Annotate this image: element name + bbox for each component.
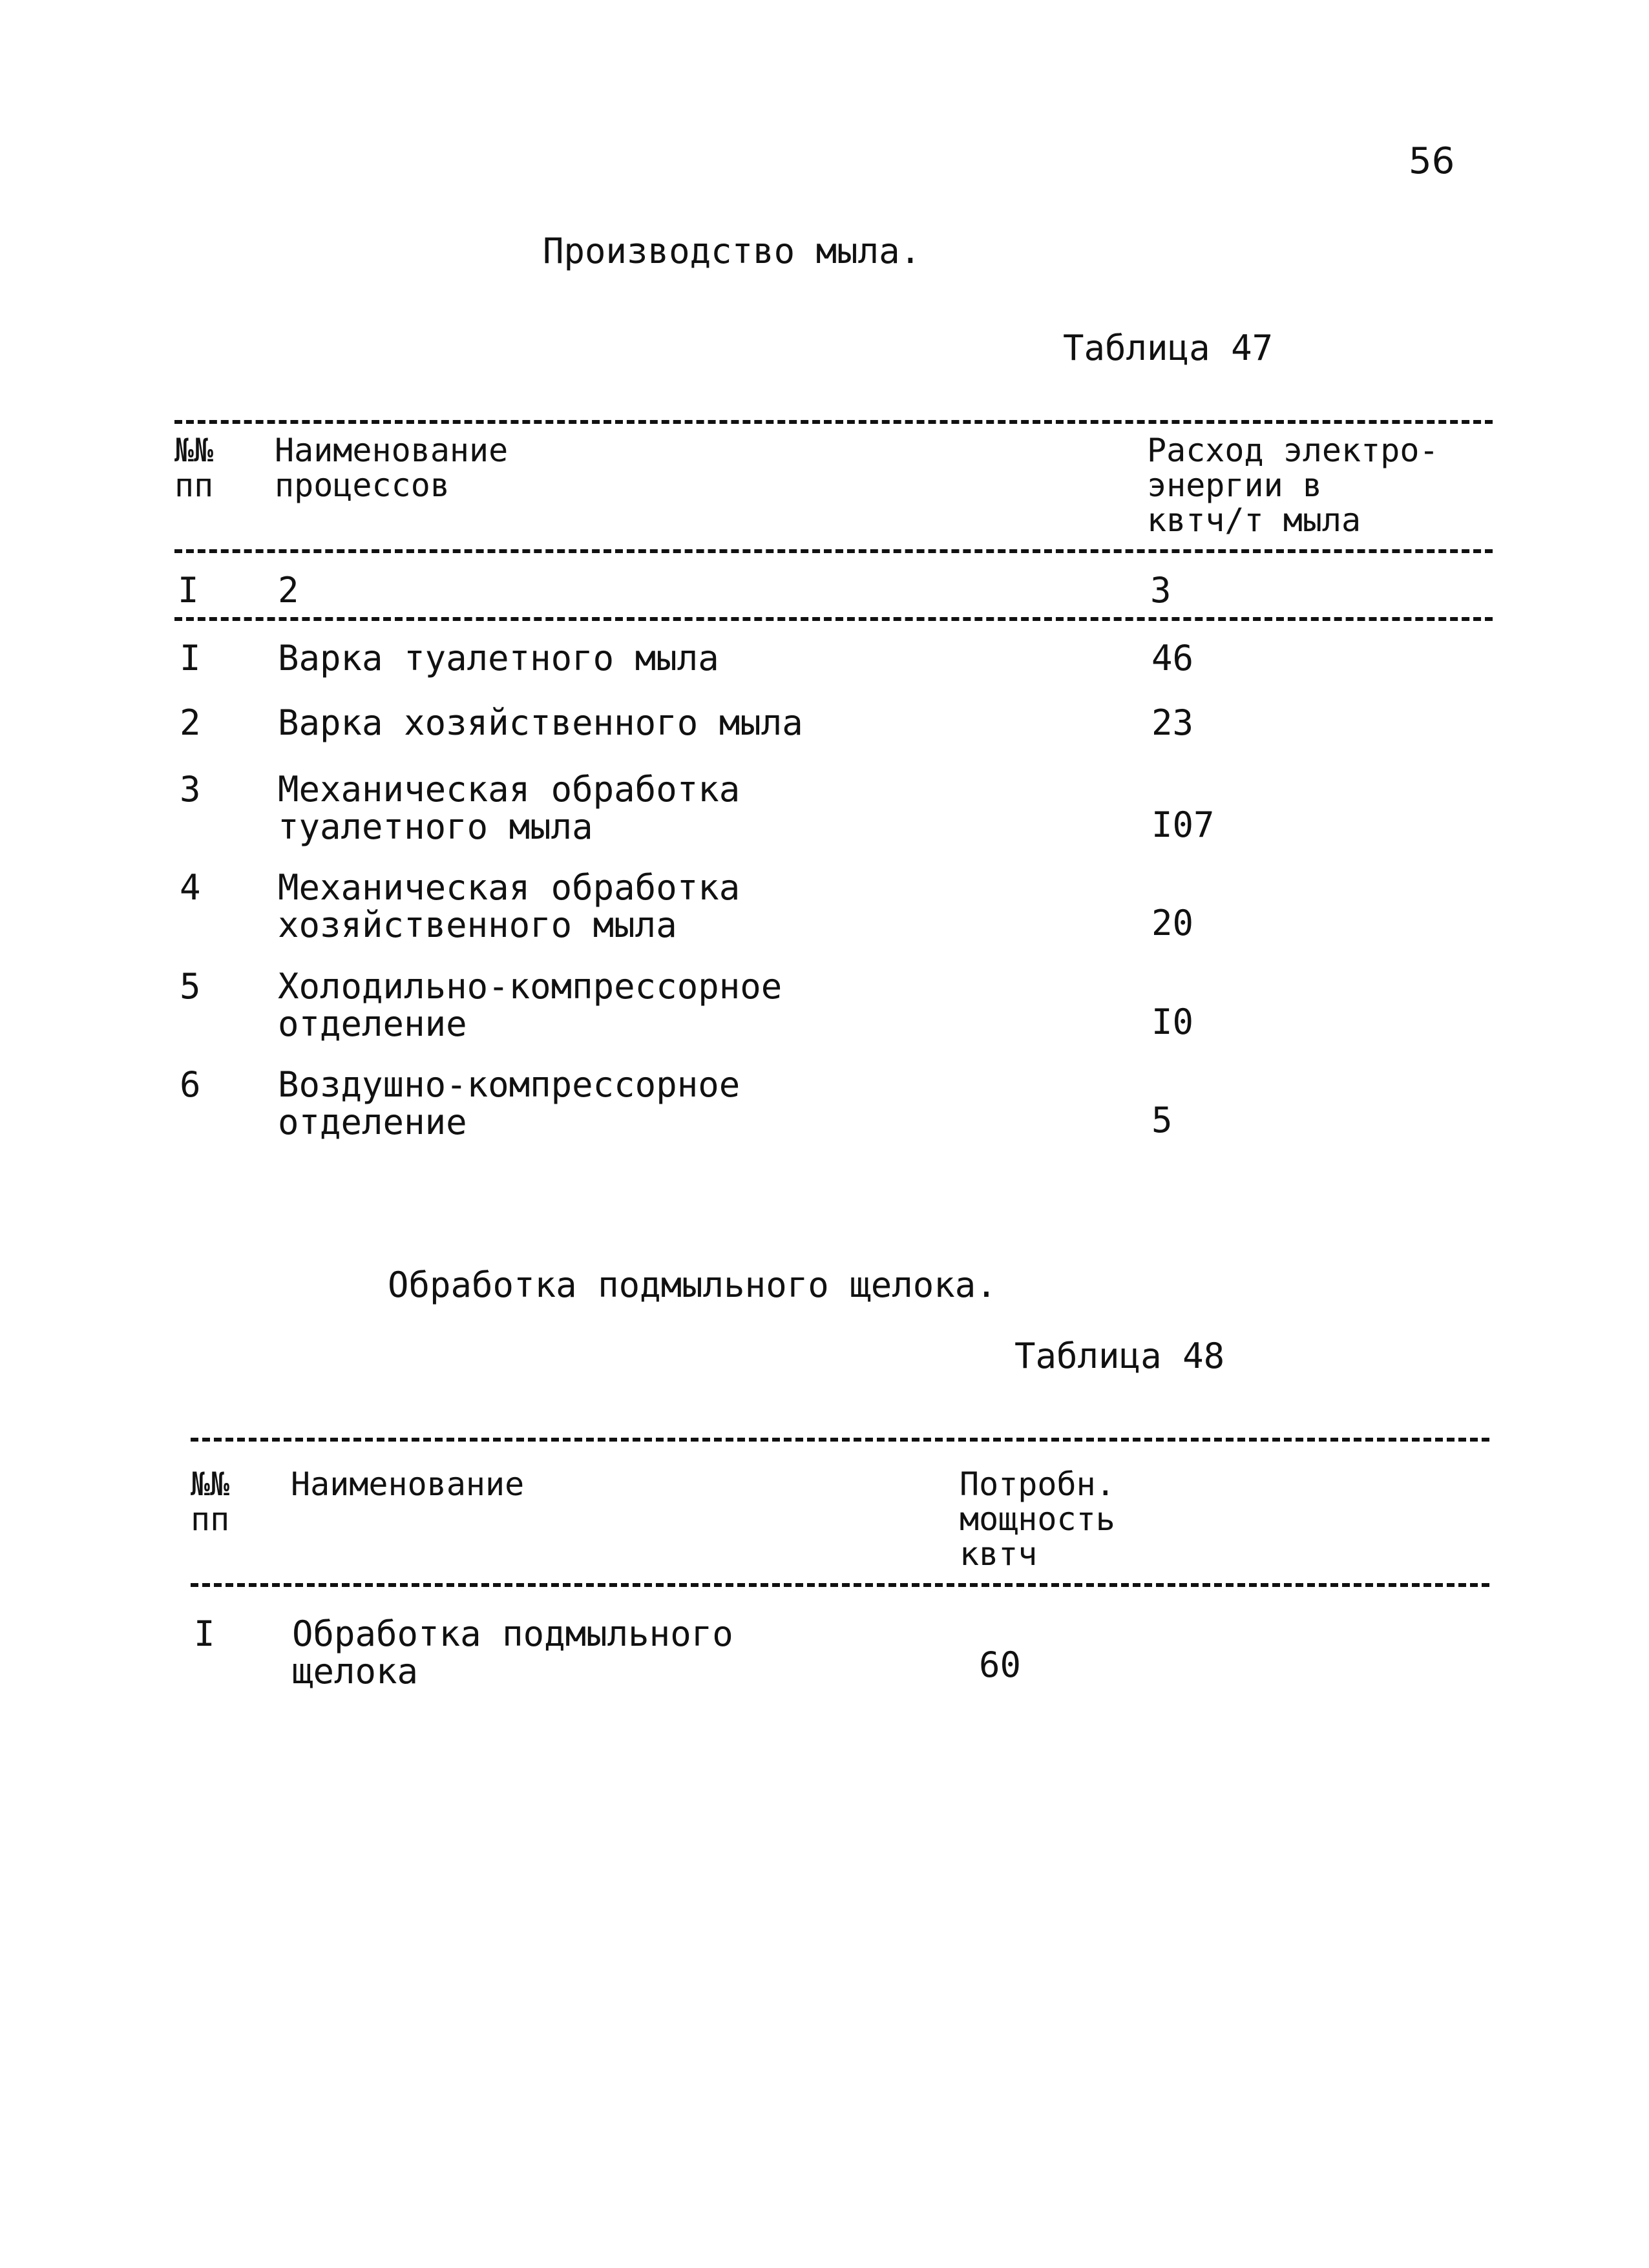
table-row-number: 6 <box>180 1064 201 1105</box>
table-row-value: 20 <box>1151 903 1194 943</box>
table-48-col-number-header: №№ пп <box>191 1465 230 1538</box>
table-row-name: Варка хозяйственного мыла <box>278 702 803 743</box>
table-row-name: Воздушно-компрессорное отделение <box>278 1064 740 1143</box>
table-47-numbers-rule <box>174 617 1493 621</box>
table-47-header-rule <box>174 549 1493 553</box>
table-row-name: Обработка подмыльного щелока <box>292 1613 733 1692</box>
table-row-value: 5 <box>1151 1100 1173 1140</box>
table-48-label: Таблица 48 <box>1014 1336 1225 1376</box>
table-row-number: 2 <box>180 702 201 743</box>
table-47-colnum-1: I <box>178 570 199 611</box>
table-row-number: I <box>180 638 201 678</box>
table-48-col-value-header: Потробн. мощность квтч <box>960 1465 1115 1573</box>
table-48-top-rule <box>191 1438 1489 1442</box>
section-2-heading: Обработка подмыльного щелока. <box>388 1265 997 1305</box>
table-48-col-name-header: Наименование <box>291 1465 525 1503</box>
table-row-number: I <box>194 1613 215 1654</box>
table-row-name: Механическая обработка туалетного мыла <box>278 769 740 848</box>
section-1-heading: Производство мыла. <box>543 231 921 271</box>
table-row-value: 46 <box>1151 638 1194 678</box>
table-47-col-number-header: №№ пп <box>174 432 214 504</box>
table-47-label: Таблица 47 <box>1063 328 1274 368</box>
table-row-name: Механическая обработка хозяйственного мыла <box>278 867 740 946</box>
table-row-value: I07 <box>1151 804 1215 845</box>
table-48-header-rule <box>191 1583 1489 1587</box>
table-47-top-rule <box>174 420 1493 424</box>
table-row-name: Варка туалетного мыла <box>278 638 719 678</box>
table-47-colnum-2: 2 <box>278 570 299 611</box>
page-number: 56 <box>1409 140 1455 182</box>
table-row-value: I0 <box>1151 1002 1194 1042</box>
table-47-colnum-3: 3 <box>1150 570 1171 611</box>
table-47-col-name-header: Наименование процессов <box>275 432 509 504</box>
table-row-value: 23 <box>1151 702 1194 743</box>
table-row-number: 3 <box>180 769 201 810</box>
table-row-value: 60 <box>979 1644 1022 1685</box>
table-row-number: 5 <box>180 966 201 1007</box>
table-row-name: Холодильно-компрессорное отделение <box>278 966 782 1045</box>
table-row-number: 4 <box>180 867 201 908</box>
table-47-col-value-header: Расход электро- энергии в квтч/т мыла <box>1147 432 1439 539</box>
